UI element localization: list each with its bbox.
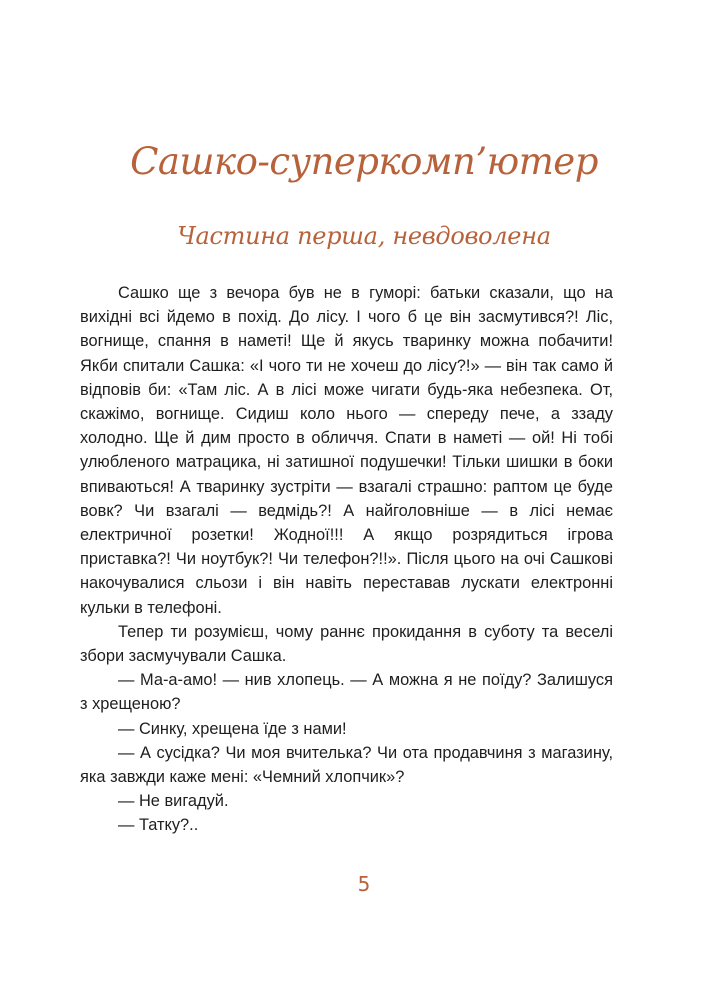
- dialogue-line: — Татку?..: [118, 816, 199, 835]
- dialogue-line: — Ма-а-амо! — нив хлопець. — А можна я не поїду? Залишуся з хрещеною?: [80, 671, 613, 714]
- dialogue-line: — А сусідка? Чи моя вчителька? Чи ота продавчиня з магазину, яка завжди каже мені: «Чемний хлопчик»?: [80, 743, 613, 787]
- paragraph: Сашко ще з вечора був не в гуморі: батьки сказали, що на вихідні всі йдемо в похід. До лісу. І чого б це він засмутився?! Ліс, вогнище, спання в наметі! Ще й якусь тваринку можна побачити! Якби спитали Сашка: «І чого ти не хочеш до лісу?!» — він так само й відповів би: «Там ліс. А в лісі може чигати будь-яка небезпека. От, скажімо, вогнище. Сидиш коло нього — спереду пече, а ззаду холодно. Ще й дим просто в обличчя. Спати в наметі — ой! Ні тобі улюбленого матрацика, ні затишної подушечки! Тільки шишки в боки впиваються! А тваринку зустріти — взагалі страшно: раптом це буде вовк? Чи взагалі — ведмідь?! А найголовніше — в лісі немає електричної розетки! Жодної!!! А якщо розрядиться ігрова приставка?! Чи ноутбук?! Чи телефон?!!». Після цього на очі Сашкові накочувалися сльози і він навіть переставав лускати електронні кульки в телефоні.: [80, 284, 613, 617]
- chapter-subtitle: Частина перша, невдоволена: [177, 222, 551, 250]
- chapter-title: Сашко-суперкомп’ютер: [130, 140, 598, 183]
- page-number: 5: [357, 872, 371, 896]
- paragraph: Тепер ти розумієш, чому раннє прокидання в суботу та веселі збори засмучували Сашка.: [80, 622, 613, 666]
- dialogue-line: — Не вигадуй.: [118, 792, 229, 811]
- body-text: [80, 281, 613, 838]
- dialogue-line: — Синку, хрещена їде з нами!: [118, 719, 347, 738]
